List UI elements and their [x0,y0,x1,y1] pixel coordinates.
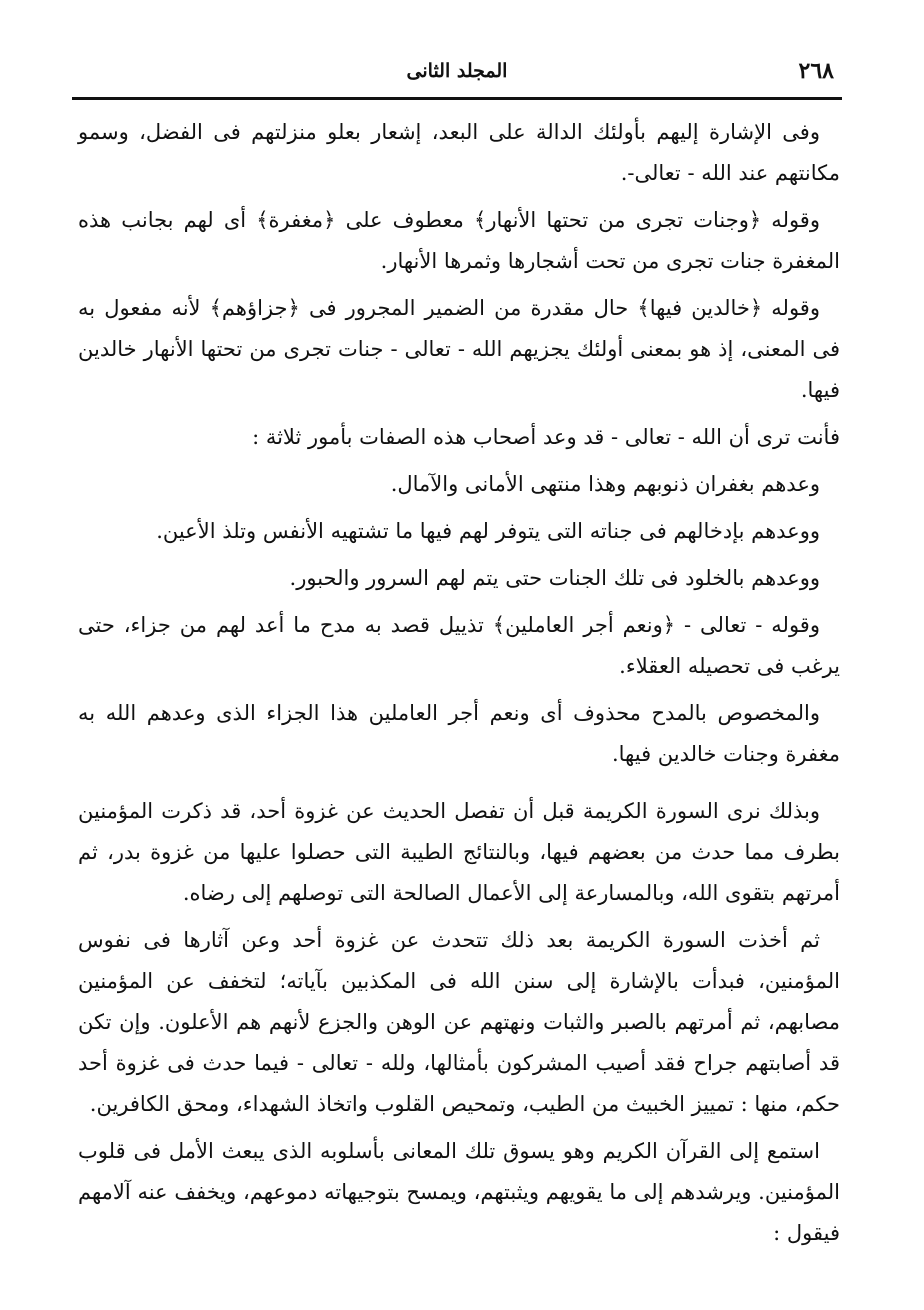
paragraph-2: وقوله ﴿وجنات تجرى من تحتها الأنهار﴾ معطوف على ﴿مغفرة﴾ أى لهم بجانب هذه المغفرة جنات تجرى من تحت أشجارها وثمرها الأنهار. [78,208,840,273]
paragraph-10: وبذلك نرى السورة الكريمة قبل أن تفصل الحديث عن غزوة أحد، قد ذكرت المؤمنين بطرف مما حدث من بعضهم فيها، وبالنتائج الطيبة التى حصلوا عليها من غزوة بدر، ثم أمرتهم بتقوى الله، وبالمسارعة إلى الأعمال الصالحة التى توصلهم إلى رضاه. [78,799,840,905]
paragraph-3: وقوله ﴿خالدين فيها﴾ حال مقدرة من الضمير المجرور فى ﴿جزاؤهم﴾ لأنه مفعول به فى المعنى، إذ هو بمعنى أولئك يجزيهم الله - تعالى - جنات تجرى من تحتها الأنهار خالدين فيها. [78,296,840,402]
page-header [72,52,842,92]
running-title: المجلد الثانى [406,60,508,82]
paragraph-5: وعدهم بغفران ذنوبهم وهذا منتهى الأمانى والآمال. [390,472,820,496]
body-text [78,112,840,1260]
paragraph-11: ثم أخذت السورة الكريمة بعد ذلك تتحدث عن غزوة أحد وعن آثارها فى نفوس المؤمنين، فبدأت بالإشارة إلى سنن الله فى المكذبين بآياته؛ لتخفف عن المؤمنين مصابهم، ثم أمرتهم بالصبر والثبات ونهتهم عن الوهن والجزع لأنهم هم الأعلون. وإن تكن قد أصابتهم جراح فقد أصيب المشركون بأمثالها، ولله - تعالى - فيما حدث فى غزوة أحد حكم، منها : تمييز الخبيث من الطيب، وتمحيص القلوب واتخاذ الشهداء، ومحق الكافرين. [78,928,840,1116]
paragraph-1: وفى الإشارة إليهم بأولئك الدالة على البعد، إشعار بعلو منزلتهم فى الفضل، وسمو مكانتهم عند الله - تعالى-. [78,120,840,185]
paragraph-9: والمخصوص بالمدح محذوف أى ونعم أجر العاملين هذا الجزاء الذى وعدهم الله به مغفرة وجنات خالدين فيها. [78,701,840,766]
section-gap [78,781,840,791]
paragraph-8: وقوله - تعالى - ﴿ونعم أجر العاملين﴾ تذييل قصد به مدح ما أعد لهم من جزاء، حتى يرغب فى تحصيله العقلاء. [78,613,840,678]
paragraph-4: فأنت ترى أن الله - تعالى - قد وعد أصحاب هذه الصفات بأمور ثلاثة : [252,425,840,449]
page-number: ٢٦٨ [798,58,834,84]
paragraph-6: ووعدهم بإدخالهم فى جناته التى يتوفر لهم فيها ما تشتهيه الأنفس وتلذ الأعين. [156,519,820,543]
header-rule [72,97,842,100]
paragraph-7: ووعدهم بالخلود فى تلك الجنات حتى يتم لهم السرور والحبور. [289,566,820,590]
paragraph-12: استمع إلى القرآن الكريم وهو يسوق تلك المعانى بأسلوبه الذى يبعث الأمل فى قلوب المؤمنين. ويرشدهم إلى ما يقويهم ويثبتهم، ويمسح بتوجيهاته دموعهم، ويخفف عنه آلامهم فيقول : [78,1139,840,1245]
